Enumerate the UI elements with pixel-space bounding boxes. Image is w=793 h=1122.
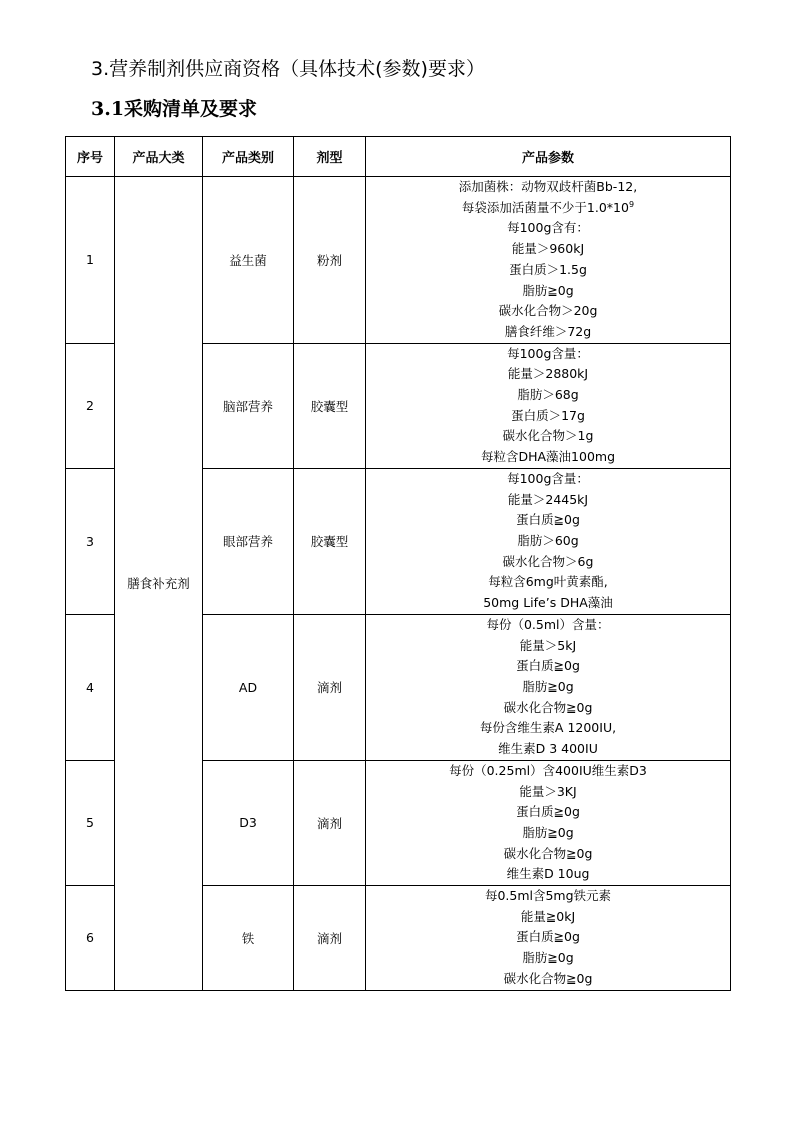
param-line: 脂肪≧0g	[522, 678, 574, 694]
cell-no: 5	[66, 760, 115, 885]
param-line: 膳食纤维＞72g	[504, 323, 592, 339]
param-line: 脂肪＞68g	[517, 387, 579, 403]
cell-params	[366, 468, 731, 614]
param-line: 碳水化合物≧0g	[503, 970, 593, 986]
param-line: 每100g含有：	[507, 220, 589, 236]
param-line: 每0.5ml含5mg铁元素	[484, 888, 612, 904]
param-line: 脂肪≧0g	[522, 824, 574, 840]
procurement-table	[65, 136, 731, 991]
param-line: 碳水化合物≧0g	[503, 699, 593, 715]
cell-params	[366, 886, 731, 991]
param-line: 每粒含DHA藻油100mg	[480, 449, 616, 465]
cell-params	[366, 343, 731, 468]
cell-params	[366, 760, 731, 885]
param-line: 蛋白质＞17g	[511, 407, 585, 423]
param-line: 碳水化合物＞1g	[502, 428, 594, 444]
cell-form: 滴剂	[294, 614, 366, 760]
param-line: 能量＞960kJ	[511, 241, 585, 257]
cell-no: 2	[66, 343, 115, 468]
cell-params	[366, 614, 731, 760]
param-line: 能量≧0kJ	[520, 908, 576, 924]
cell-type: 铁	[203, 886, 294, 991]
param-line: 50mg Life’s DHA藻油	[483, 595, 613, 611]
section-heading: 3.营养制剂供应商资格（具体技术(参数)要求）	[91, 58, 485, 80]
cell-category: 膳食补充剂	[115, 177, 203, 991]
param-line: 每100g含量：	[507, 345, 589, 361]
cell-type: 益生菌	[203, 177, 294, 344]
param-line: 蛋白质＞1.5g	[509, 261, 587, 277]
cell-no: 6	[66, 886, 115, 991]
subsection-heading: 3.1采购清单及要求	[91, 98, 258, 120]
param-line: 蛋白质≧0g	[516, 804, 580, 820]
param-line: 能量＞2880kJ	[507, 366, 589, 382]
table-header-row	[66, 137, 731, 177]
param-text: 每袋添加活菌量不少于1.0*10	[461, 199, 629, 215]
table-row	[66, 177, 731, 344]
header-form: 剂型	[294, 137, 366, 177]
param-line: 能量＞3KJ	[519, 783, 577, 799]
param-line: 脂肪≧0g	[522, 282, 574, 298]
superscript: 9	[628, 199, 635, 209]
cell-form: 粉剂	[294, 177, 366, 344]
cell-no: 3	[66, 468, 115, 614]
cell-no: 4	[66, 614, 115, 760]
cell-form: 滴剂	[294, 886, 366, 991]
param-line: 脂肪＞60g	[517, 532, 579, 548]
param-line: 添加菌株：动物双歧杆菌Bb-12,	[458, 179, 638, 194]
param-line: 蛋白质≧0g	[516, 512, 580, 528]
param-line: 每份含维生素A 1200IU,	[479, 720, 617, 736]
cell-type: 脑部营养	[203, 343, 294, 468]
param-line: 蛋白质≧0g	[516, 929, 580, 945]
param-line: 每份（0.25ml）含400IU维生素D3	[449, 762, 647, 778]
param-line: 碳水化合物＞20g	[498, 303, 598, 319]
header-no: 序号	[66, 137, 115, 177]
param-line: 维生素D 10ug	[506, 866, 590, 882]
cell-no: 1	[66, 177, 115, 344]
cell-type: AD	[203, 614, 294, 760]
cell-type: D3	[203, 760, 294, 885]
param-line: 碳水化合物≧0g	[503, 845, 593, 861]
header-type: 产品类别	[203, 137, 294, 177]
param-line: 每100g含量：	[507, 470, 589, 486]
param-line: 每粒含6mg叶黄素酯,	[488, 574, 608, 590]
cell-form: 胶囊型	[294, 343, 366, 468]
cell-type: 眼部营养	[203, 468, 294, 614]
header-category: 产品大类	[115, 137, 203, 177]
cell-form: 胶囊型	[294, 468, 366, 614]
cell-params	[366, 177, 731, 344]
param-line: 脂肪≧0g	[522, 950, 574, 966]
param-line: 维生素D 3 400IU	[498, 741, 598, 757]
param-line: 蛋白质≧0g	[516, 658, 580, 674]
header-params: 产品参数	[366, 137, 731, 177]
param-line-with-sup	[368, 198, 728, 219]
cell-form: 滴剂	[294, 760, 366, 885]
param-line: 能量＞5kJ	[519, 637, 577, 653]
param-line: 每份（0.5ml）含量：	[486, 616, 610, 632]
param-line: 碳水化合物＞6g	[502, 553, 594, 569]
param-line: 能量＞2445kJ	[507, 491, 589, 507]
